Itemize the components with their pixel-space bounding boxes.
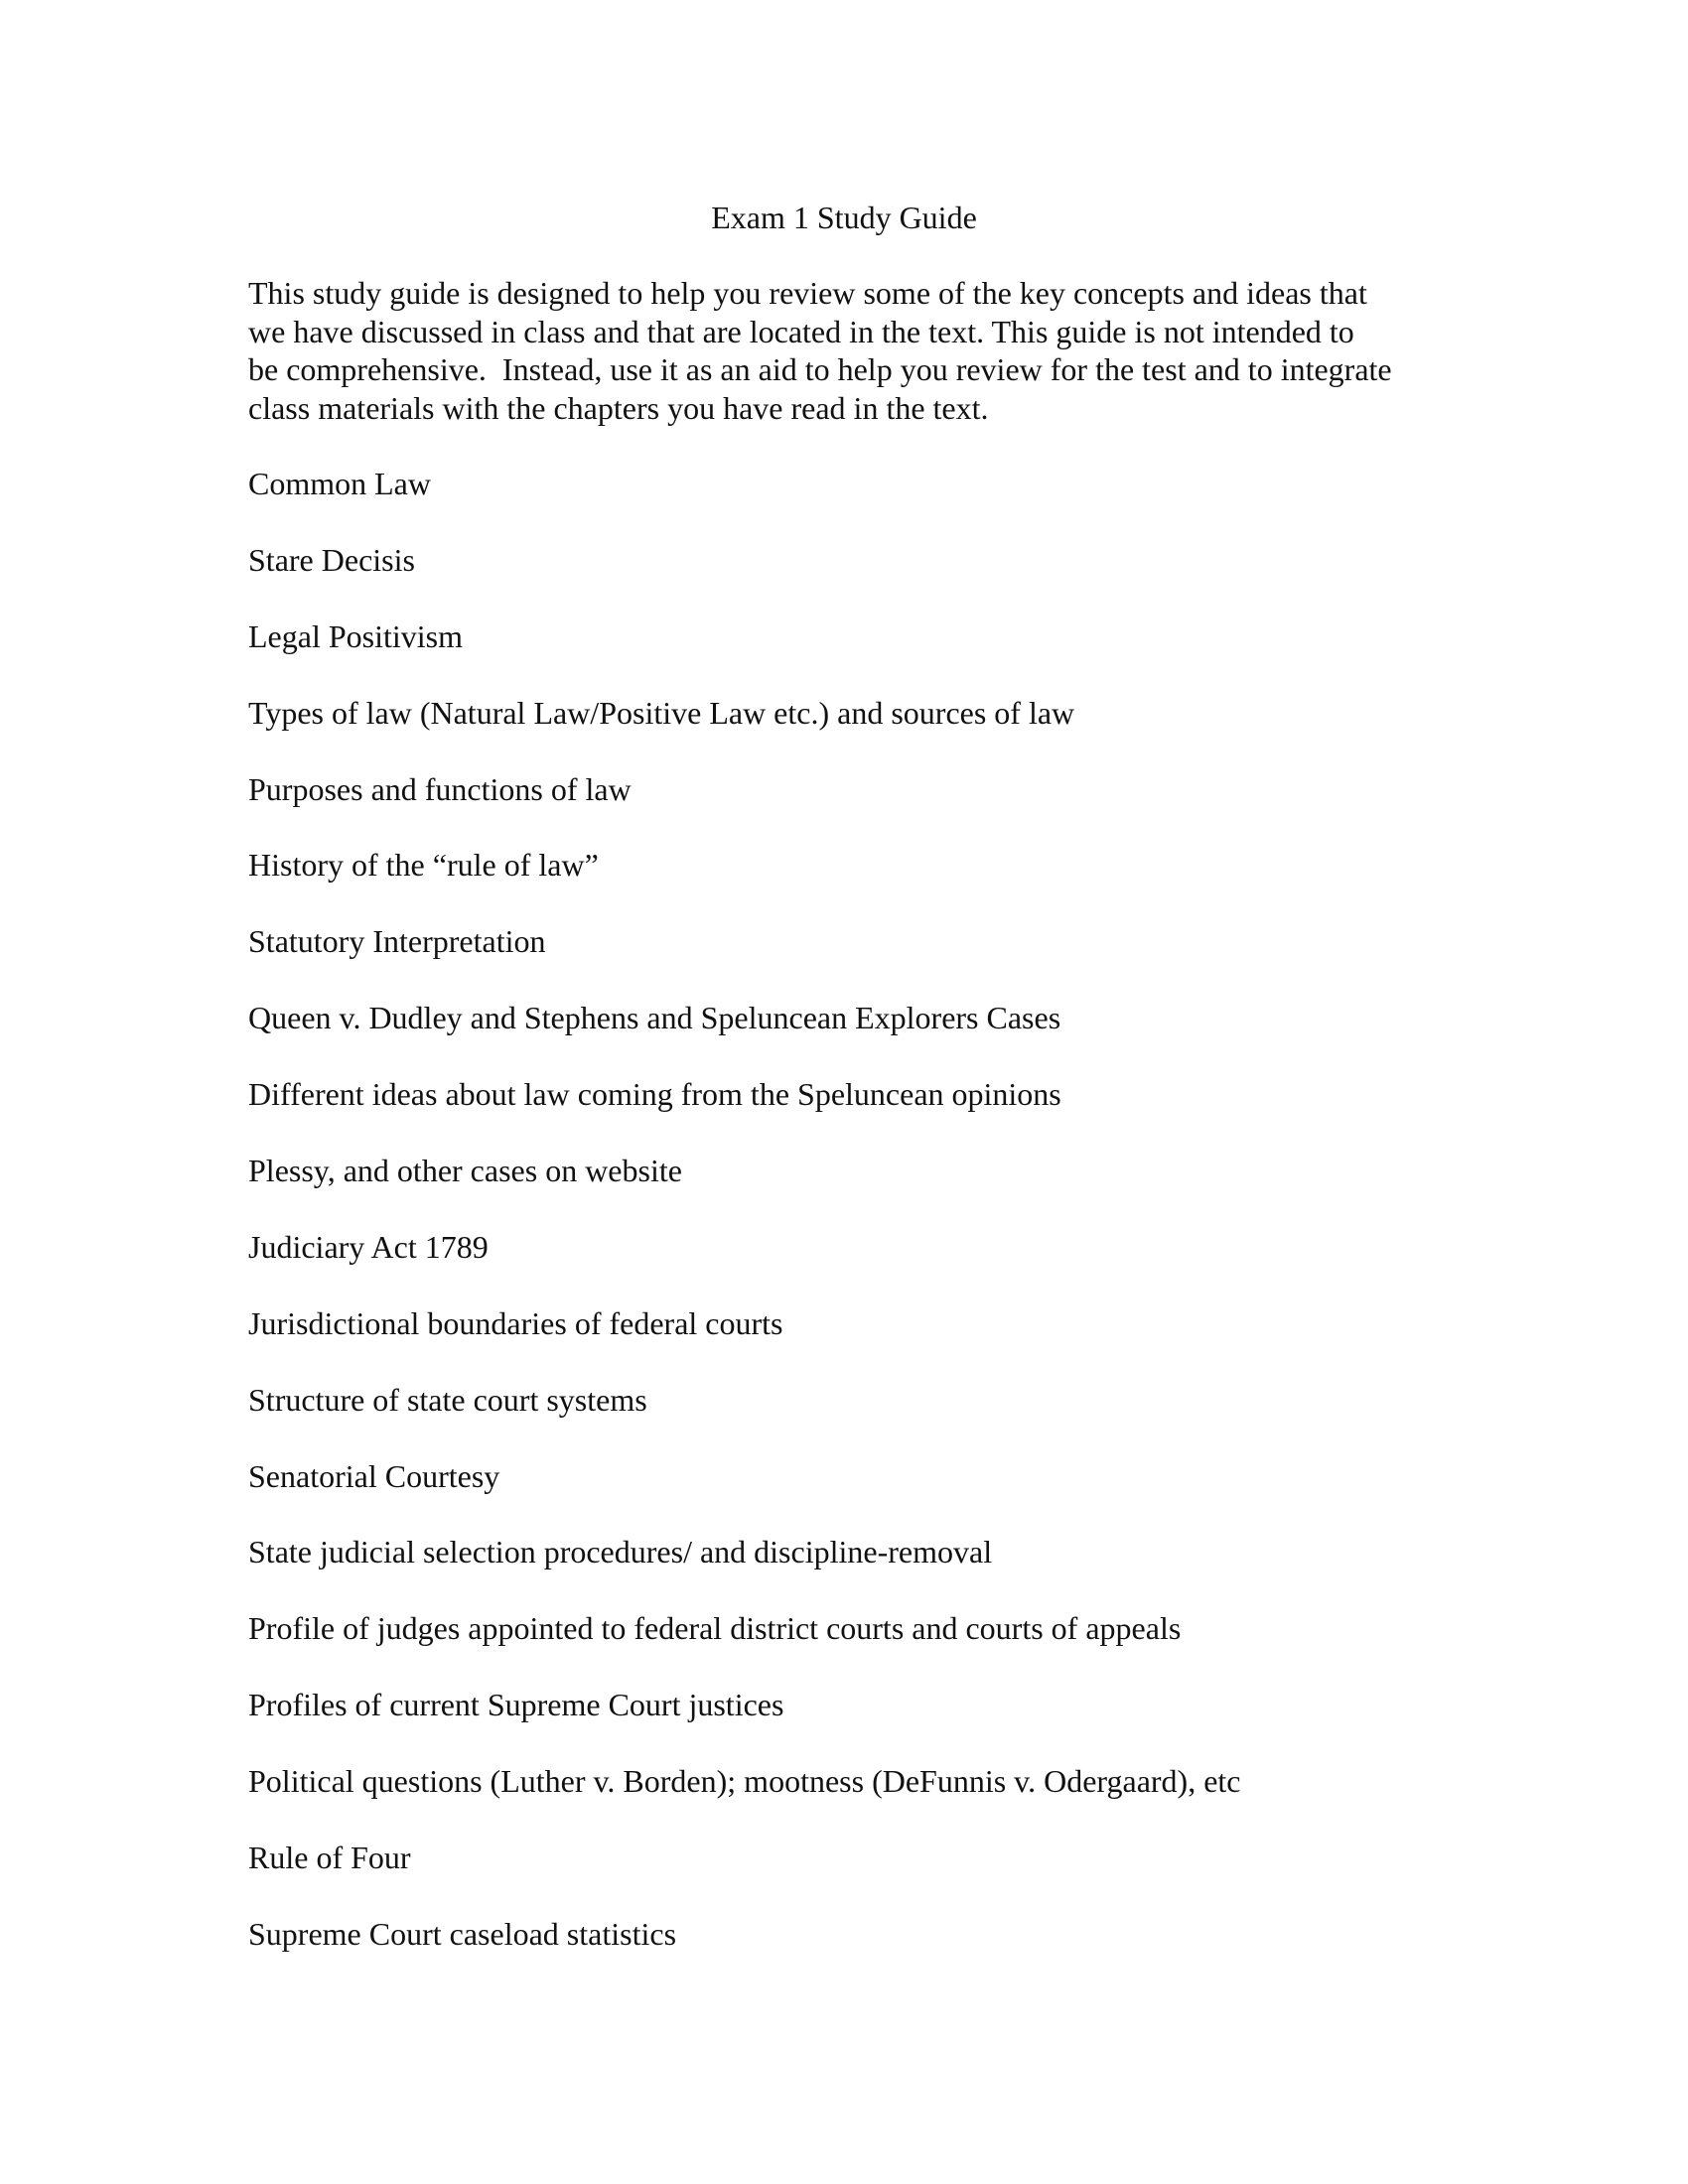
topic-list <box>248 464 1489 1990</box>
topic-item: History of the “rule of law” <box>248 847 599 884</box>
topic-item: Political questions (Luther v. Borden); mootness (DeFunnis v. Odergaard), etc <box>248 1763 1241 1800</box>
intro-line: we have discussed in class and that are located in the text. This guide is not intended to <box>248 313 1354 349</box>
intro-line: be comprehensive. Instead, use it as an aid to help you review for the test and to integrate <box>248 351 1392 387</box>
topic-item: Plessy, and other cases on website <box>248 1153 682 1189</box>
topic-item: Senatorial Courtesy <box>248 1457 500 1494</box>
topic-item: Supreme Court caseload statistics <box>248 1915 677 1952</box>
topic-item: Types of law (Natural Law/Positive Law etc.) and sources of law <box>248 694 1075 731</box>
topic-item: Profiles of current Supreme Court justices <box>248 1687 784 1723</box>
intro-line: This study guide is designed to help you review some of the key concepts and ideas that <box>248 275 1367 311</box>
topic-item: Profile of judges appointed to federal district courts and courts of appeals <box>248 1610 1182 1647</box>
intro-paragraph <box>248 274 1489 427</box>
topic-item: Stare Decisis <box>248 541 415 578</box>
topic-item: Purposes and functions of law <box>248 770 632 807</box>
topic-item: Jurisdictional boundaries of federal courts <box>248 1304 783 1341</box>
topic-item: Different ideas about law coming from the Speluncean opinions <box>248 1076 1061 1113</box>
topic-item: Common Law <box>248 466 431 501</box>
topic-item: Statutory Interpretation <box>248 923 546 960</box>
topic-item: Judiciary Act 1789 <box>248 1228 489 1265</box>
document-title: Exam 1 Study Guide <box>711 200 977 235</box>
intro-line: class materials with the chapters you have read in the text. <box>248 389 989 426</box>
topic-item: Queen v. Dudley and Stephens and Speluncean Explorers Cases <box>248 1000 1061 1036</box>
topic-item: State judicial selection procedures/ and discipline-removal <box>248 1534 993 1570</box>
topic-item: Legal Positivism <box>248 617 463 654</box>
topic-item: Structure of state court systems <box>248 1381 647 1418</box>
topic-item: Rule of Four <box>248 1840 411 1876</box>
